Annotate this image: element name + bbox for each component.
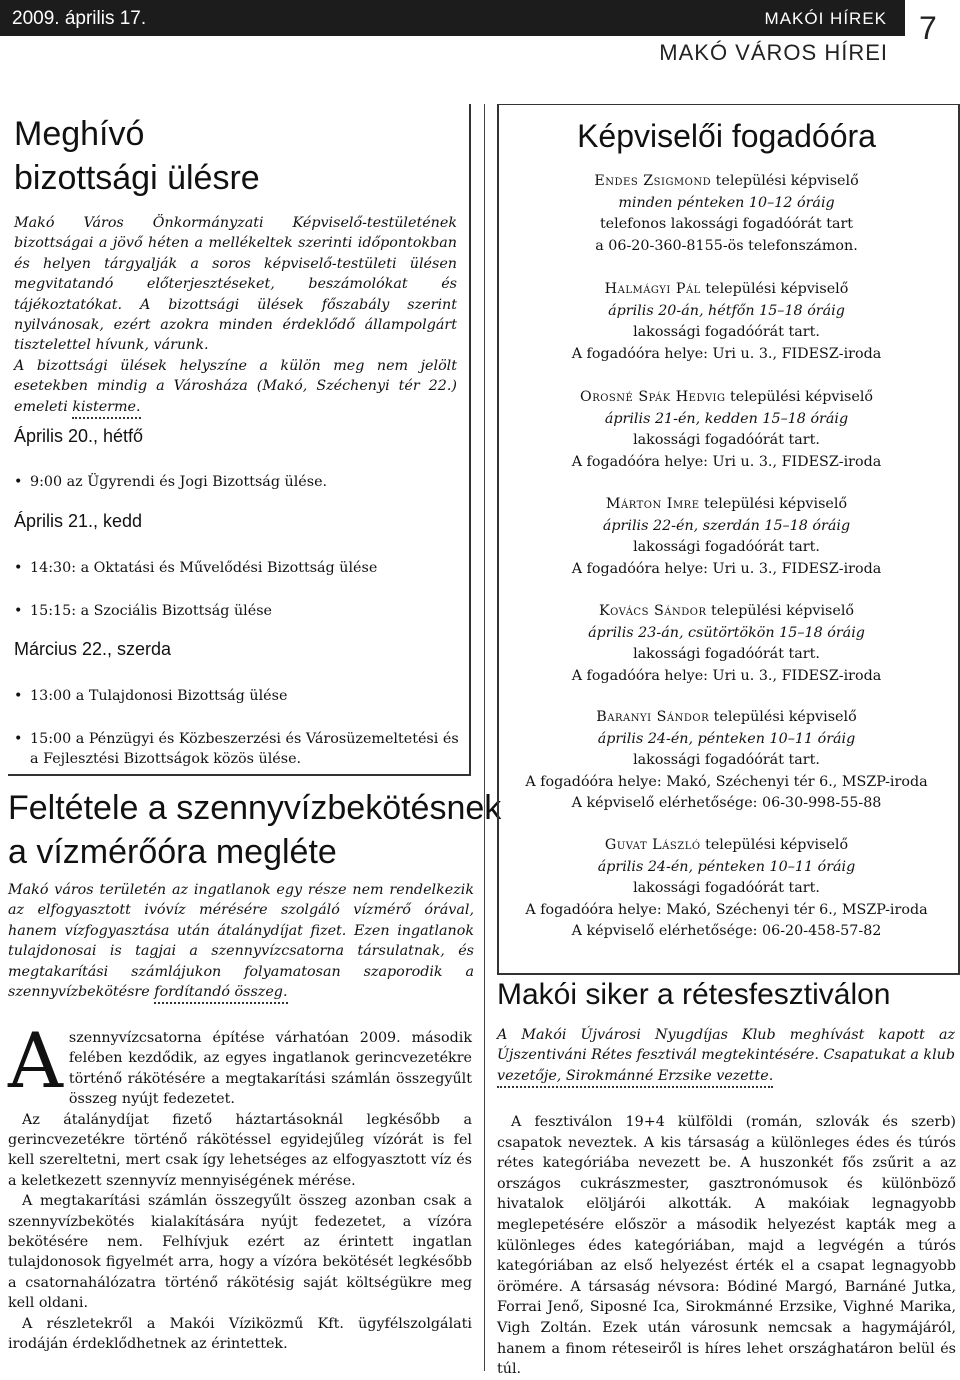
representative-detail: A fogadóóra helye: Makó, Széchenyi tér 6., MSZP-iroda — [525, 773, 928, 790]
article-title-line1: Feltétele a szennyvízbekötésnek — [8, 789, 502, 827]
meeting-item: • 15:15: a Szociális Bizottság ülése — [30, 601, 460, 621]
representative-detail: április 20-án, hétfőn 15–18 óráig — [608, 302, 845, 319]
article-title — [8, 786, 501, 874]
representative-detail: A fogadóóra helye: Uri u. 3., FIDESZ-iroda — [571, 345, 882, 362]
representative-detail: A fogadóóra helye: Uri u. 3., FIDESZ-iroda — [571, 667, 882, 684]
representative-entry — [497, 387, 956, 473]
representative-detail: április 24-én, pénteken 10–11 óráig — [597, 858, 856, 875]
representative-detail: telefonos lakossági fogadóórát tart — [599, 216, 854, 232]
representative-name: Márton Imre — [605, 496, 700, 512]
day-heading-3: Március 22., szerda — [14, 639, 172, 659]
representative-name: Baranyi Sándor — [596, 709, 710, 725]
representative-detail: lakossági fogadóórát tart. — [633, 324, 820, 340]
festival-title: Makói siker a rétesfesztiválon — [497, 978, 891, 1011]
representative-heading — [497, 494, 956, 516]
article-lead-text: Makó város területén az ingatlanok egy része nem rendelkezik az elfogyasztott ivóvíz mérésére szolgáló vízmérő órával, hanem vízfogyasztása után átalánydíjat fizet. Ezen ingatlanok tulajdonosai is tagjai a szennyvízcsatorna társulatnak, és megtakarítási számlájukon folyamatosan szaporodik a szennyvízbekötésre — [8, 882, 474, 1001]
festival-body — [497, 1112, 956, 1380]
drop-cap: A — [8, 1016, 63, 1105]
representative-detail: lakossági fogadóórát tart. — [633, 539, 820, 555]
festival-lead-text: A Makói Újvárosi Nyugdíjas Klub meghívást kapott az Újszentiváni Rétes fesztivál megtekintésére. Csapatukat a klub — [497, 1027, 956, 1064]
office-hours-title: Képviselői fogadóóra — [577, 118, 876, 154]
representative-role: települési képviselő — [699, 496, 848, 512]
day-heading-2: Április 21., kedd — [14, 511, 143, 531]
issue-date: 2009. április 17. — [12, 8, 147, 29]
representative-detail: április 24-én, pénteken 10–11 óráig — [597, 730, 856, 747]
representative-name: Kovács Sándor — [598, 603, 707, 619]
festival-paragraph: A fesztiválon 19+4 külföldi (román, szlovák és szerb) csapatok neveztek. A kis társaság a különleges édes és túrós rétes kategóriába nevezett be. A huszonkét fős zsűrit a az országos cukrászmester, gasztronómusok és különböző hivatalok elöljárói alkották. A makóiak legnagyobb meglepetésére először a második helyezést kapták meg a különleges édes kategóriában, majd a legvégén a túrós kategóriában az első helyezést érték el a csapat legnagyobb örömére. A társaság névsora: Bódiné Margó, Barnáné Jutka, Forrai Jenő, Siposné Ica, Sirokmánné Erzsike, Vighné Marika, Vigh Zoltán. Ezek után városunk nemcsak a hagymájáról, hanem a finom réteseiről is híres lehet országhatáron belül és túl. — [497, 1114, 956, 1378]
invitation-paragraph-1: Makó Város Önkormányzati Képviselő-testületének bizottságai a jövő héten a mellékeltek szerinti időpontokban és helyen tárgyalják a soros képviselő-testületi ülésen megvitatandó előterjesztéseket, beszámolókat és tájékoztatókat. A bizottsági ülések főszabály szerint nyilvánosak, ezért azokra minden érdeklődő állampolgárt tisztelettel hívunk, várunk. — [14, 215, 457, 354]
column-divider — [484, 104, 485, 1371]
representative-detail: minden pénteken 10–12 óráig — [618, 194, 835, 211]
invitation-paragraph-2 — [14, 356, 457, 419]
page-number: 7 — [919, 10, 937, 46]
representative-entry — [497, 707, 956, 815]
representative-name: Endes Zsigmond — [594, 173, 712, 189]
representative-entry — [497, 494, 956, 580]
representative-detail: április 23-án, csütörtökön 15–18 óráig — [588, 624, 865, 641]
representative-heading — [497, 601, 956, 623]
article-body — [8, 1016, 472, 1355]
article-title-line2: a vízmérőóra megléte — [8, 833, 337, 871]
representative-heading — [497, 171, 956, 193]
meeting-item: • 15:00 a Pénzügyi és Közbeszerzési és Városüzemeltetési és a Fejlesztési Bizottságok közös ülése. — [30, 729, 460, 769]
representative-role: települési képviselő — [711, 173, 859, 189]
representative-detail: április 22-én, szerdán 15–18 óráig — [602, 517, 851, 534]
invitation-paragraph-2-end: kisterme. — [72, 397, 140, 419]
representative-heading — [497, 387, 956, 409]
representative-detail: lakossági fogadóórát tart. — [633, 646, 820, 662]
representative-name: Orosné Spák Hedvig — [579, 389, 726, 405]
representative-name: Guvat László — [604, 837, 701, 853]
representative-detail: a 06-20-360-8155-ös telefonszámon. — [595, 237, 858, 254]
article-paragraph-1 — [8, 1016, 472, 1110]
meeting-item: • 14:30: a Oktatási és Művelődési Bizottság ülése — [30, 558, 460, 578]
meeting-item: • 9:00 az Ügyrendi és Jogi Bizottság ülése. — [30, 472, 460, 492]
article-paragraph-4: A részletekről a Makói Víziközmű Kft. ügyfélszolgálati irodáján érdeklődhetnek az érintettek. — [8, 1315, 472, 1353]
section-subtitle: MAKÓ VÁROS HÍREI — [659, 40, 888, 65]
representative-role: települési képviselő — [700, 281, 849, 297]
festival-lead — [497, 1025, 955, 1088]
representative-role: települési képviselő — [700, 837, 849, 853]
representative-detail: A fogadóóra helye: Uri u. 3., FIDESZ-iroda — [571, 453, 882, 470]
article-paragraph-3: A megtakarítási számlán összegyűlt összeg azonban csak a szennyvízbekötés kialakítására nyújt fedezetet, a vízóra bekötésére nem. Felhívjuk ezért az érintett ingatlan tulajdonosok figyelmét arra, hogy a vízóra bekötését legkésőbb a csatornahálózatra történő rákötésig saját költségükre meg kell oldani. — [8, 1193, 472, 1312]
representative-entry — [497, 835, 956, 943]
header-bar — [0, 0, 905, 36]
section-name: MAKÓI HÍREK — [764, 9, 887, 28]
article-lead-end: fordítandó összeg. — [154, 982, 287, 1004]
representative-detail: A fogadóóra helye: Makó, Széchenyi tér 6., MSZP-iroda — [525, 901, 928, 918]
representative-role: települési képviselő — [709, 709, 857, 725]
festival-lead-end: vezetője, Sirokmánné Erzsike vezette. — [497, 1066, 773, 1088]
invitation-title-line1: Meghívó — [14, 115, 145, 153]
representative-detail: A képviselő elérhetősége: 06-20-458-57-82 — [571, 923, 882, 939]
article-paragraph-1-text: szennyvízcsatorna építése várhatóan 2009. második felében kezdődik, az egyes ingatlanok gerincvezetékre történő rákötésére a megtakarítási számlán összegyűlt összeg nyújt fedezetet. — [68, 1030, 472, 1108]
meeting-item: • 13:00 a Tulajdonosi Bizottság ülése — [30, 686, 460, 706]
representative-role: települési képviselő — [706, 603, 855, 619]
representative-detail: lakossági fogadóórát tart. — [633, 752, 820, 768]
representative-role: települési képviselő — [725, 389, 874, 405]
representative-name: Halmágyi Pál — [604, 281, 701, 297]
article-lead — [8, 880, 474, 1004]
representative-detail: A képviselő elérhetősége: 06-30-998-55-88 — [571, 795, 882, 811]
day-heading-1: Április 20., hétfő — [14, 426, 144, 446]
representative-entry — [497, 171, 956, 257]
representative-heading — [497, 835, 956, 857]
representative-detail: lakossági fogadóórát tart. — [633, 880, 820, 896]
invitation-intro — [14, 213, 457, 419]
representative-heading — [497, 707, 956, 729]
article-paragraph-2: Az átalánydíjat fizető háztartásoknál legkésőbb a gerincvezetékre történő rákötéssel egyidejűleg vízórát is fel kell szereltetni, mert csak így lehetséges az elfogyasztott víz és a keletkezett szennyvíz mennyiségének mérése. — [8, 1111, 472, 1189]
representative-detail: április 21-én, kedden 15–18 óráig — [604, 410, 849, 427]
representative-entry — [497, 601, 956, 687]
representative-detail: A fogadóóra helye: Uri u. 3., FIDESZ-iroda — [571, 560, 882, 577]
page-header — [0, 0, 960, 72]
representative-detail: lakossági fogadóórát tart. — [633, 432, 820, 448]
representative-heading — [497, 279, 956, 301]
invitation-title — [14, 112, 260, 200]
invitation-paragraph-2-text: A bizottsági ülések helyszíne a külön meg nem jelölt esetekben mindig a Városháza (Makó, Széchenyi tér 22.) emeleti — [14, 357, 457, 415]
invitation-title-line2: bizottsági ülésre — [14, 159, 260, 197]
representative-entry — [497, 279, 956, 365]
